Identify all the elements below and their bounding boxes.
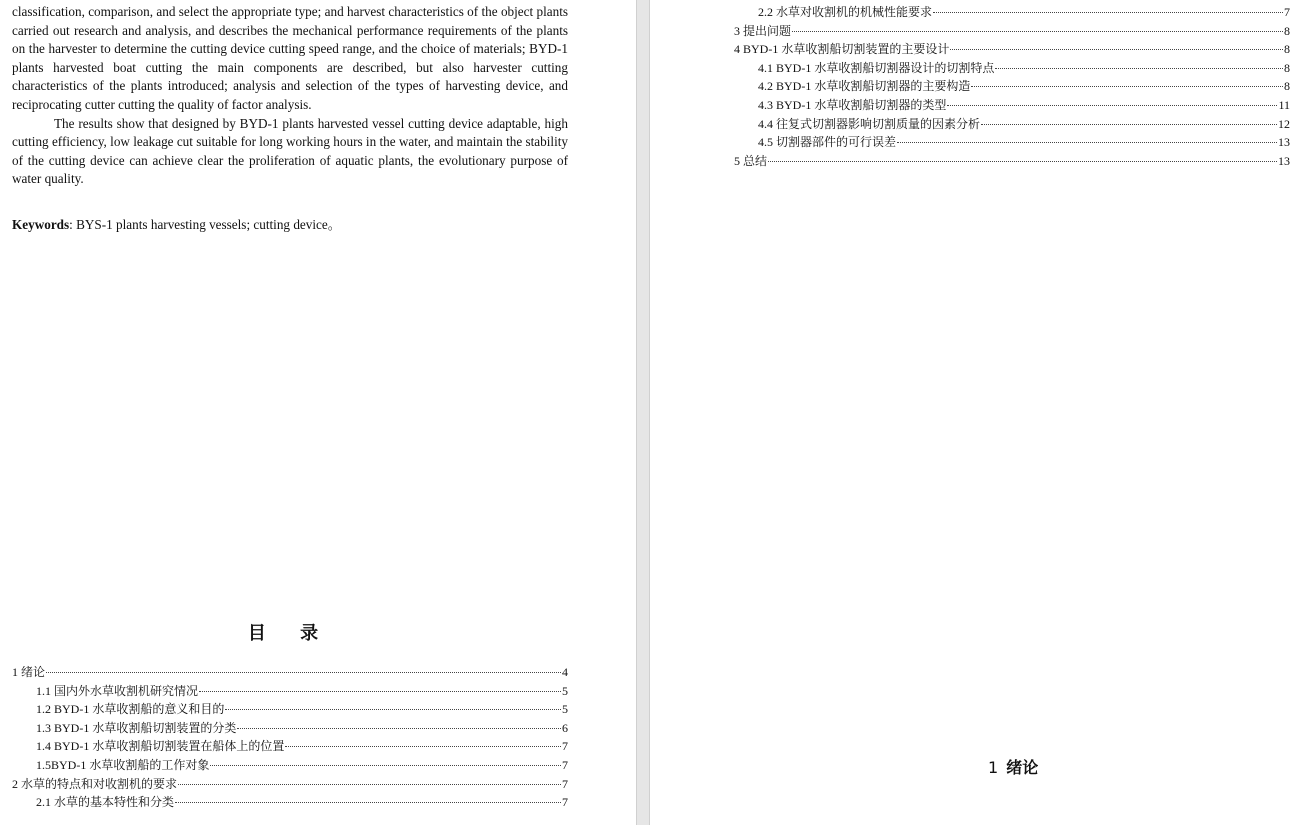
abstract-block <box>12 3 568 189</box>
toc-entry-page: 7 <box>562 776 568 791</box>
toc-entry-page: 6 <box>562 720 568 735</box>
toc-entry-text: 1 绪论 <box>12 665 46 679</box>
toc-entry-page: 7 <box>562 739 568 754</box>
keywords-label: Keywords <box>12 217 70 232</box>
toc-entry[interactable] <box>12 775 568 794</box>
toc-entry[interactable] <box>12 663 568 682</box>
toc-entry-text: 3 提出问题 <box>734 23 792 38</box>
toc-entry-page: 4 <box>562 665 568 679</box>
toc-entry[interactable] <box>12 682 568 701</box>
toc-entry-text: 5 总结 <box>734 153 768 168</box>
chapter-title: 绪论 <box>1006 758 1039 777</box>
toc-entry-page: 8 <box>1284 60 1290 75</box>
toc-entry-page: 7 <box>562 795 568 810</box>
toc-leader-dots <box>768 161 1277 162</box>
keywords-text: : BYS-1 plants harvesting vessels; cutting device。 <box>69 217 341 232</box>
toc-entry[interactable] <box>734 152 1290 171</box>
toc-entry-text: 1.1 国内外水草收割机研究情况 <box>36 683 199 698</box>
document-page-left <box>0 0 636 825</box>
toc-entry[interactable] <box>12 737 568 756</box>
toc-entry-page: 7 <box>1284 5 1290 19</box>
toc-entry-text: 4.2 BYD-1 水草收割船切割器的主要构造 <box>758 79 971 94</box>
toc-entry[interactable] <box>734 59 1290 78</box>
toc-leader-dots <box>933 12 1283 13</box>
toc-entry-text: 1.5BYD-1 水草收割船的工作对象 <box>36 757 210 772</box>
toc-entry[interactable] <box>734 115 1290 134</box>
toc-entry[interactable] <box>12 719 568 738</box>
toc-leader-dots <box>210 765 561 766</box>
toc-title: 目 录 <box>247 623 333 644</box>
abstract-paragraph-1: classification, comparison, and select the appropriate type; and harvest characteristics of the object plants carried out research and analysis, and describes the mechanical performance requirements of the plants on the harvester to determine the cutting device cutting speed range, and the choice of materials; BYD-1 plants harvested boat cutting the main components are described, but also harvester cutting characteristics of the plants introduced; analysis and selection of the types of harvesting device, and reciprocating cutter cutting the quality of factor analysis. <box>12 4 568 112</box>
toc-entry-page: 5 <box>562 683 568 698</box>
page-gutter <box>636 0 650 825</box>
toc-leader-dots <box>792 31 1283 32</box>
toc-leader-dots <box>995 68 1283 69</box>
toc-leader-dots <box>981 124 1277 125</box>
toc-entry[interactable] <box>734 40 1290 59</box>
document-page-right <box>650 0 1311 825</box>
toc-entry-page: 8 <box>1284 23 1290 38</box>
toc-entry-text: 4.4 往复式切割器影响切割质量的因素分析 <box>758 116 981 131</box>
toc-entry-page: 13 <box>1278 135 1290 150</box>
toc-leader-dots <box>971 86 1283 87</box>
toc-leader-dots <box>46 672 561 673</box>
toc-entry-page: 8 <box>1284 79 1290 94</box>
toc-entry-text: 4.5 切割器部件的可行误差 <box>758 135 897 150</box>
toc-entry[interactable] <box>734 133 1290 152</box>
toc-leader-dots <box>947 105 1277 106</box>
toc-entry[interactable] <box>12 700 568 719</box>
toc-entry-page: 11 <box>1278 97 1290 112</box>
toc-entry-text: 1.2 BYD-1 水草收割船的意义和目的 <box>36 702 225 717</box>
toc-leader-dots <box>175 802 561 803</box>
toc-entry-page: 5 <box>562 702 568 717</box>
toc-list-left <box>12 663 568 812</box>
toc-entry-text: 1.3 BYD-1 水草收割船切割装置的分类 <box>36 720 237 735</box>
keywords-line <box>12 216 568 234</box>
toc-entry-text: 4.1 BYD-1 水草收割船切割器设计的切割特点 <box>758 60 995 75</box>
toc-list-right <box>734 3 1290 170</box>
toc-leader-dots <box>199 691 561 692</box>
toc-leader-dots <box>237 728 561 729</box>
toc-leader-dots <box>285 746 561 747</box>
toc-leader-dots <box>897 142 1277 143</box>
toc-entry[interactable] <box>734 3 1290 22</box>
toc-entry[interactable] <box>734 96 1290 115</box>
toc-entry-text: 4.3 BYD-1 水草收割船切割器的类型 <box>758 97 947 112</box>
toc-leader-dots <box>950 49 1283 50</box>
toc-leader-dots <box>225 709 561 710</box>
toc-entry-page: 8 <box>1284 42 1290 57</box>
toc-entry[interactable] <box>734 22 1290 41</box>
toc-entry-page: 7 <box>562 757 568 772</box>
chapter-heading <box>988 755 1038 778</box>
toc-entry-page: 12 <box>1278 116 1290 131</box>
toc-entry-text: 4 BYD-1 水草收割船切割装置的主要设计 <box>734 42 950 57</box>
toc-entry-text: 1.4 BYD-1 水草收割船切割装置在船体上的位置 <box>36 739 285 754</box>
toc-entry-text: 2.1 水草的基本特性和分类 <box>36 795 175 810</box>
toc-entry[interactable] <box>12 756 568 775</box>
toc-entry-text: 2.2 水草对收割机的机械性能要求 <box>758 5 933 19</box>
toc-entry[interactable] <box>734 77 1290 96</box>
toc-leader-dots <box>178 784 561 785</box>
toc-entry-page: 13 <box>1278 153 1290 168</box>
abstract-paragraph-2: The results show that designed by BYD-1 plants harvested vessel cutting device adaptable, high cutting efficiency, low leakage cut suitable for long working hours in the water, and maintain the stability of the cutting device can achieve clear the proliferation of aquatic plants, the evolutionary purpose of water quality. <box>12 115 568 187</box>
toc-entry-text: 2 水草的特点和对收割机的要求 <box>12 776 178 791</box>
chapter-number: 1 <box>988 758 999 777</box>
toc-entry[interactable] <box>12 793 568 812</box>
